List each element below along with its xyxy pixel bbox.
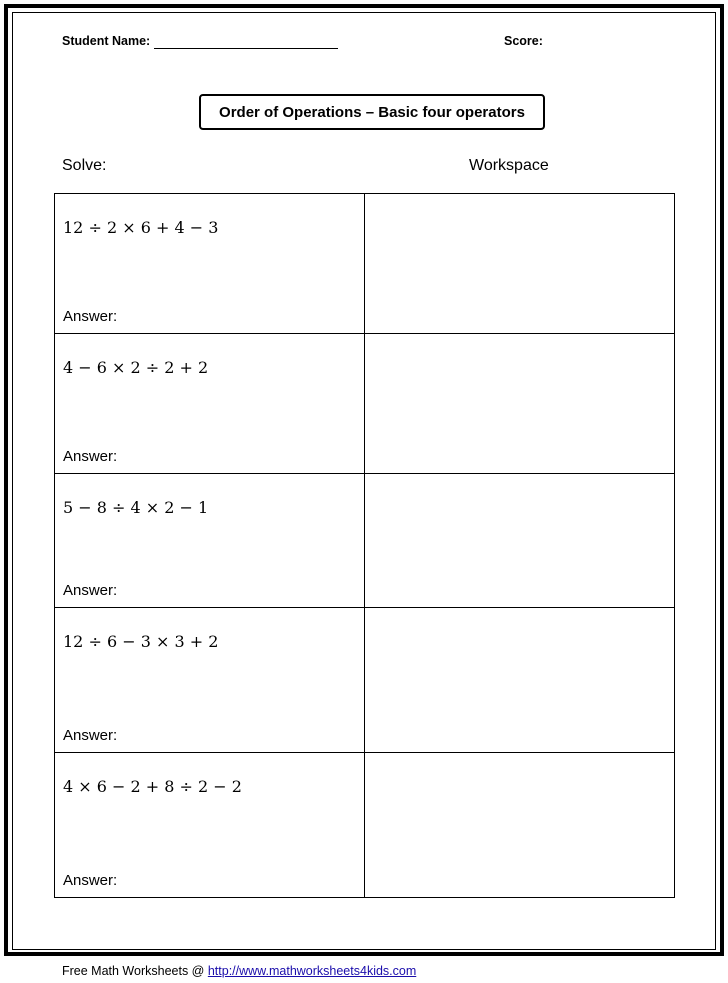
workspace-cell[interactable] [365, 334, 675, 474]
footer-prefix: Free Math Worksheets @ [62, 964, 208, 978]
problem-row [55, 474, 675, 608]
workspace-cell[interactable] [365, 194, 675, 334]
answer-label: Answer: [63, 727, 118, 744]
student-name-line[interactable] [154, 48, 338, 49]
answer-label: Answer: [63, 872, 118, 889]
problem-cell [55, 334, 365, 474]
footer [62, 964, 416, 978]
problem-cell [55, 753, 365, 898]
workspace-column-label: Workspace [469, 157, 549, 174]
problem-cell [55, 474, 365, 608]
footer-link[interactable]: http://www.mathworksheets4kids.com [207, 964, 417, 978]
problem-expression: 12 ÷ 6 − 3 × 3 + 2 [63, 632, 219, 651]
problem-cell [55, 194, 365, 334]
problem-cell [55, 608, 365, 753]
problem-row [55, 608, 675, 753]
answer-label: Answer: [63, 582, 118, 599]
problem-expression: 5 − 8 ÷ 4 × 2 − 1 [63, 498, 209, 517]
problem-expression: 4 × 6 − 2 + 8 ÷ 2 − 2 [63, 777, 242, 796]
problem-row [55, 334, 675, 474]
problem-expression: 4 − 6 × 2 ÷ 2 + 2 [63, 358, 209, 377]
workspace-cell[interactable] [365, 474, 675, 608]
problem-row [55, 753, 675, 898]
problem-expression: 12 ÷ 2 × 6 + 4 − 3 [63, 218, 219, 237]
workspace-cell[interactable] [365, 608, 675, 753]
student-name-label: Student Name: [62, 34, 151, 48]
problem-row [55, 194, 675, 334]
score-label: Score: [504, 34, 543, 48]
problem-table [54, 193, 675, 898]
worksheet-title: Order of Operations – Basic four operators [199, 94, 545, 130]
answer-label: Answer: [63, 448, 118, 465]
solve-column-label: Solve: [62, 157, 107, 174]
workspace-cell[interactable] [365, 753, 675, 898]
answer-label: Answer: [63, 308, 118, 325]
